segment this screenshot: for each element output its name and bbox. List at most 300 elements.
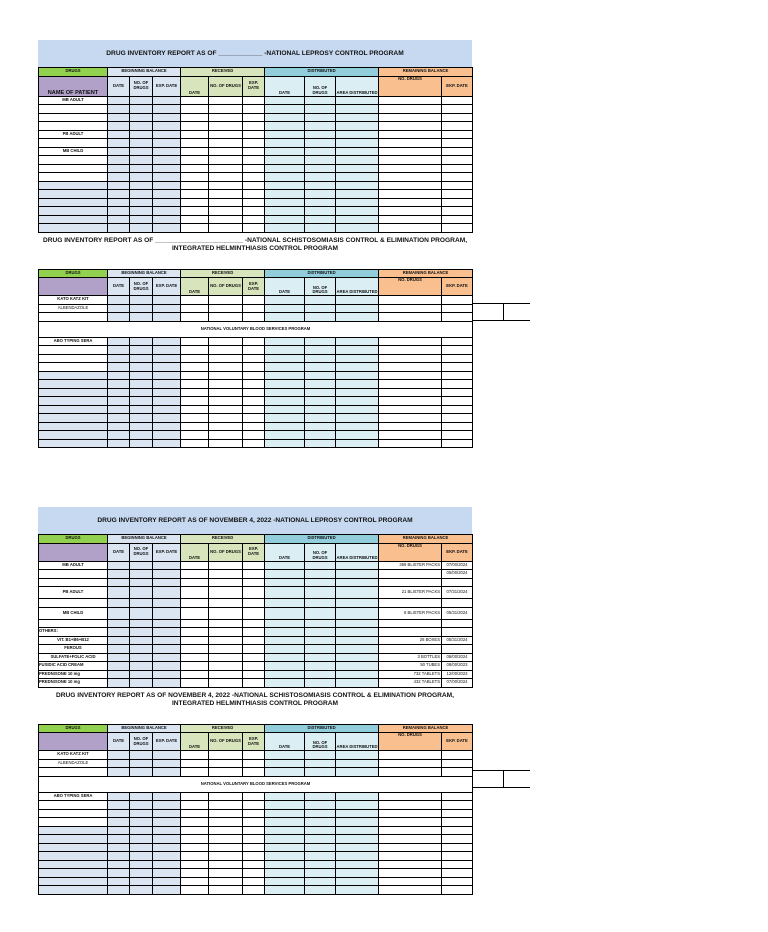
table-row — [39, 751, 473, 760]
table-cell — [130, 354, 153, 363]
date-header: DATE — [181, 76, 209, 96]
table-cell — [209, 751, 243, 760]
table-cell — [108, 886, 130, 895]
drug-name-cell — [39, 105, 108, 114]
table-cell — [265, 439, 305, 448]
table-cell — [243, 561, 265, 570]
table-cell — [336, 768, 379, 777]
table-cell — [209, 122, 243, 131]
table-cell — [243, 397, 265, 406]
table-cell — [108, 826, 130, 835]
table-cell — [153, 759, 181, 768]
date-header: DATE — [108, 278, 130, 296]
table-cell — [181, 122, 209, 131]
table-cell — [442, 645, 473, 654]
table-row — [39, 422, 473, 431]
table-cell — [336, 190, 379, 199]
table-cell — [265, 198, 305, 207]
table-cell — [265, 354, 305, 363]
table-cell — [336, 405, 379, 414]
remaining-exp-date-cell: 08/00/2023 — [442, 662, 473, 671]
table-cell — [130, 843, 153, 852]
no-of-drugs-header: NO. OF DRUGS — [305, 76, 336, 96]
table-row — [39, 224, 473, 233]
drug-name-cell: SULFATE+FOLIC ACID — [39, 653, 108, 662]
table-cell — [243, 578, 265, 587]
date-header: DATE — [181, 278, 209, 296]
table-cell — [379, 818, 442, 827]
no-of-drugs-header: NO. OF DRUGS — [305, 543, 336, 561]
table-cell — [379, 346, 442, 355]
table-cell — [336, 587, 379, 599]
table-cell — [305, 570, 336, 579]
table-cell — [153, 670, 181, 679]
table-row — [39, 122, 473, 131]
table-row — [39, 337, 473, 346]
table-cell — [130, 570, 153, 579]
table-cell — [209, 801, 243, 810]
table-cell — [181, 113, 209, 122]
distributed-header: DISTRIBUTED — [265, 68, 379, 77]
table-cell — [442, 215, 473, 224]
table-cell — [181, 852, 209, 861]
table-cell — [181, 397, 209, 406]
table-cell — [130, 371, 153, 380]
table-cell — [379, 296, 442, 305]
table-cell — [181, 599, 209, 608]
table-cell — [130, 130, 153, 139]
table-cell — [181, 570, 209, 579]
table-cell — [181, 628, 209, 637]
drug-name-cell: ABO TYPING SERA — [39, 337, 108, 346]
distributed-header: DISTRIBUTED — [265, 269, 379, 278]
drug-name-cell — [39, 801, 108, 810]
table-cell — [130, 852, 153, 861]
drug-name-cell — [39, 181, 108, 190]
table-cell — [209, 380, 243, 389]
received-header: RECEIVED — [181, 535, 265, 544]
table-cell — [442, 619, 473, 628]
table-row — [39, 439, 473, 448]
table-cell — [265, 105, 305, 114]
table-row — [39, 628, 473, 637]
table-cell — [209, 405, 243, 414]
leprosy-inventory-table — [38, 534, 473, 688]
table-cell — [130, 826, 153, 835]
table-cell — [336, 826, 379, 835]
table-cell — [442, 147, 473, 156]
table-row — [39, 304, 473, 313]
table-cell — [379, 207, 442, 216]
area-distributed-header: AREA DISTRIBUTED — [336, 733, 379, 751]
table-cell — [265, 304, 305, 313]
table-cell — [181, 130, 209, 139]
table-row — [39, 662, 473, 671]
table-cell — [209, 818, 243, 827]
drug-name-cell: FEROUS — [39, 645, 108, 654]
table-cell — [336, 877, 379, 886]
table-cell — [209, 662, 243, 671]
exp-date-header: EXP. DATE — [153, 733, 181, 751]
table-cell — [209, 346, 243, 355]
table-cell — [442, 173, 473, 182]
table-cell — [108, 578, 130, 587]
table-cell — [153, 190, 181, 199]
table-cell — [336, 122, 379, 131]
table-cell — [130, 380, 153, 389]
table-cell — [209, 363, 243, 372]
table-cell — [130, 96, 153, 105]
table-cell — [336, 679, 379, 688]
table-cell — [379, 570, 442, 579]
blood-program-title: NATIONAL VOLUNTARY BLOOD SERVICES PROGRAM — [39, 776, 473, 792]
table-cell — [153, 397, 181, 406]
table-cell — [379, 371, 442, 380]
exp-date-header: EXP. DATE — [153, 278, 181, 296]
table-cell — [379, 397, 442, 406]
exp-date-header: EXP. DATE — [243, 543, 265, 561]
table-cell — [379, 759, 442, 768]
table-cell — [108, 422, 130, 431]
ekp-date-header: EKP. DATE — [442, 76, 473, 96]
table-row — [39, 156, 473, 165]
table-cell — [442, 122, 473, 131]
table-cell — [130, 431, 153, 440]
schisto-inventory-table — [38, 269, 473, 449]
table-cell — [108, 198, 130, 207]
table-cell — [379, 139, 442, 148]
table-cell — [265, 768, 305, 777]
table-cell — [379, 599, 442, 608]
table-cell — [130, 113, 153, 122]
table-cell — [379, 886, 442, 895]
table-cell — [153, 570, 181, 579]
table-cell — [243, 181, 265, 190]
table-cell — [265, 886, 305, 895]
table-cell — [108, 869, 130, 878]
table-cell — [243, 679, 265, 688]
table-cell — [265, 122, 305, 131]
table-cell — [181, 801, 209, 810]
table-cell — [379, 105, 442, 114]
table-cell — [379, 422, 442, 431]
table-cell — [181, 371, 209, 380]
drug-name-cell — [39, 768, 108, 777]
table-cell — [379, 414, 442, 423]
table-cell — [130, 313, 153, 322]
table-row — [39, 313, 473, 322]
table-cell — [379, 96, 442, 105]
table-cell — [130, 181, 153, 190]
table-cell — [305, 207, 336, 216]
table-cell — [305, 215, 336, 224]
table-cell — [243, 422, 265, 431]
table-cell — [243, 751, 265, 760]
drug-name-cell — [39, 215, 108, 224]
stray-cell — [472, 770, 504, 788]
table-row — [39, 380, 473, 389]
table-cell — [130, 397, 153, 406]
table-cell — [153, 414, 181, 423]
drug-name-cell — [39, 422, 108, 431]
table-cell — [243, 869, 265, 878]
drug-name-cell — [39, 207, 108, 216]
table-cell — [181, 96, 209, 105]
area-distributed-header: AREA DISTRIBUTED — [336, 76, 379, 96]
name-of-patient-header: NAME OF PATIENT — [39, 76, 108, 96]
table-cell — [130, 147, 153, 156]
table-cell — [153, 130, 181, 139]
table-cell — [336, 156, 379, 165]
table-row — [39, 835, 473, 844]
table-cell — [108, 561, 130, 570]
table-cell — [209, 645, 243, 654]
table-cell — [305, 354, 336, 363]
drug-name-cell: MB ADULT — [39, 96, 108, 105]
schisto-body — [39, 296, 473, 448]
drugs-header: DRUGS — [39, 269, 108, 278]
table-cell — [265, 759, 305, 768]
table-cell — [130, 422, 153, 431]
table-cell — [181, 809, 209, 818]
table-cell — [243, 304, 265, 313]
table-cell — [243, 792, 265, 801]
table-cell — [108, 363, 130, 372]
table-cell — [336, 852, 379, 861]
table-cell — [265, 619, 305, 628]
table-cell — [243, 570, 265, 579]
table-cell — [181, 173, 209, 182]
table-cell — [243, 164, 265, 173]
table-cell — [442, 628, 473, 637]
table-cell — [442, 869, 473, 878]
date-header: DATE — [265, 278, 305, 296]
remaining-exp-date-cell: 07/31/2024 — [442, 587, 473, 599]
table-cell — [209, 869, 243, 878]
table-cell — [209, 835, 243, 844]
table-cell — [305, 877, 336, 886]
table-cell — [153, 147, 181, 156]
table-cell — [153, 113, 181, 122]
table-row — [39, 105, 473, 114]
table-cell — [130, 337, 153, 346]
no-of-drugs-header: NO. OF DRUGS — [130, 543, 153, 561]
table-cell — [265, 296, 305, 305]
drug-name-cell — [39, 164, 108, 173]
drug-name-cell — [39, 397, 108, 406]
table-cell — [108, 431, 130, 440]
table-cell — [305, 578, 336, 587]
table-cell — [305, 679, 336, 688]
area-distributed-header: AREA DISTRIBUTED — [336, 278, 379, 296]
table-cell — [265, 337, 305, 346]
table-cell — [336, 198, 379, 207]
drug-name-cell — [39, 431, 108, 440]
table-cell — [153, 224, 181, 233]
table-cell — [336, 397, 379, 406]
table-row — [39, 670, 473, 679]
table-row — [39, 173, 473, 182]
table-cell — [243, 431, 265, 440]
table-cell — [209, 843, 243, 852]
table-cell — [130, 139, 153, 148]
table-cell — [379, 113, 442, 122]
table-cell — [108, 346, 130, 355]
table-cell — [108, 768, 130, 777]
table-cell — [442, 439, 473, 448]
table-cell — [305, 164, 336, 173]
drug-name-cell — [39, 313, 108, 322]
table-cell — [108, 354, 130, 363]
table-cell — [181, 198, 209, 207]
table-cell — [108, 860, 130, 869]
table-row — [39, 113, 473, 122]
table-cell — [153, 636, 181, 645]
table-cell — [379, 190, 442, 199]
schisto-report-title-line2: INTEGRATED HELMINTHIASIS CONTROL PROGRAM — [171, 244, 339, 252]
remaining-exp-date-cell: 05/31/2024 — [442, 607, 473, 619]
table-cell — [153, 561, 181, 570]
drug-name-cell: MB CHILD — [39, 607, 108, 619]
table-cell — [108, 414, 130, 423]
beginning-balance-header: BEGINNING BALANCE — [108, 269, 181, 278]
remaining-exp-date-cell: 05/31/2024 — [442, 636, 473, 645]
drug-name-cell — [39, 869, 108, 878]
table-cell — [243, 173, 265, 182]
table-cell — [442, 371, 473, 380]
leprosy-report-title: DRUG INVENTORY REPORT AS OF ____________ -NATIONAL LEPROSY CONTROL PROGRAM — [38, 40, 472, 67]
table-cell — [130, 818, 153, 827]
table-cell — [305, 843, 336, 852]
remaining-balance-header: REMAINING BALANCE — [379, 724, 473, 733]
table-cell — [181, 207, 209, 216]
table-cell — [265, 224, 305, 233]
table-cell — [442, 388, 473, 397]
table-cell — [336, 354, 379, 363]
table-cell — [305, 190, 336, 199]
table-cell — [379, 380, 442, 389]
drug-name-cell: OTHERS: — [39, 628, 108, 637]
table-cell — [379, 809, 442, 818]
table-row — [39, 190, 473, 199]
table-cell — [243, 619, 265, 628]
table-cell — [442, 801, 473, 810]
remaining-exp-date-cell: 12/00/2023 — [442, 670, 473, 679]
table-cell — [336, 388, 379, 397]
table-cell — [108, 599, 130, 608]
table-cell — [379, 645, 442, 654]
program-row — [39, 321, 473, 337]
table-cell — [108, 818, 130, 827]
drug-name-cell: PB ADULT — [39, 130, 108, 139]
table-row — [39, 759, 473, 768]
drug-name-cell — [39, 380, 108, 389]
table-cell — [130, 653, 153, 662]
date-header: DATE — [108, 543, 130, 561]
table-cell — [153, 405, 181, 414]
drug-name-cell — [39, 354, 108, 363]
table-cell — [336, 619, 379, 628]
drug-name-cell: KATO KATZ KIT — [39, 751, 108, 760]
table-cell — [181, 354, 209, 363]
table-cell — [209, 147, 243, 156]
table-cell — [442, 397, 473, 406]
table-cell — [153, 645, 181, 654]
table-cell — [379, 860, 442, 869]
table-cell — [209, 886, 243, 895]
table-cell — [442, 751, 473, 760]
table-cell — [379, 835, 442, 844]
table-cell — [243, 207, 265, 216]
table-cell — [181, 768, 209, 777]
distributed-header: DISTRIBUTED — [265, 724, 379, 733]
table-cell — [336, 363, 379, 372]
table-cell — [442, 809, 473, 818]
table-cell — [108, 164, 130, 173]
date-header: DATE — [265, 76, 305, 96]
table-cell — [265, 587, 305, 599]
table-cell — [153, 768, 181, 777]
table-cell — [442, 105, 473, 114]
table-cell — [181, 363, 209, 372]
schisto-report-title-line1: DRUG INVENTORY REPORT AS OF NOVEMBER 4, 2022 -NATIONAL SCHISTOSOMIASIS CONTROL & ELIMINATION PROGRAM, — [56, 691, 454, 699]
drug-name-cell — [39, 835, 108, 844]
table-cell — [305, 852, 336, 861]
table-cell — [108, 653, 130, 662]
beginning-balance-header: BEGINNING BALANCE — [108, 68, 181, 77]
table-row — [39, 181, 473, 190]
table-cell — [265, 380, 305, 389]
table-cell — [153, 662, 181, 671]
table-cell — [265, 670, 305, 679]
table-cell — [336, 607, 379, 619]
table-cell — [153, 207, 181, 216]
table-cell — [243, 139, 265, 148]
table-cell — [130, 190, 153, 199]
table-cell — [153, 578, 181, 587]
table-cell — [181, 645, 209, 654]
table-cell — [153, 843, 181, 852]
table-cell — [209, 636, 243, 645]
schisto-report-title-line1: DRUG INVENTORY REPORT AS OF ________________________ -NATIONAL SCHISTOSOMIASIS CONTROL & ELIMINATION PROGRAM, — [42, 236, 468, 244]
table-cell — [153, 801, 181, 810]
table-cell — [305, 346, 336, 355]
table-cell — [130, 619, 153, 628]
table-cell — [153, 860, 181, 869]
table-cell — [336, 835, 379, 844]
table-cell — [181, 147, 209, 156]
table-cell — [108, 304, 130, 313]
table-cell — [108, 313, 130, 322]
table-cell — [108, 139, 130, 148]
table-cell — [265, 181, 305, 190]
table-cell — [265, 422, 305, 431]
table-cell — [130, 105, 153, 114]
table-cell — [243, 380, 265, 389]
table-cell — [305, 662, 336, 671]
table-cell — [181, 380, 209, 389]
table-cell — [336, 313, 379, 322]
table-cell — [153, 886, 181, 895]
table-cell — [336, 207, 379, 216]
table-cell — [243, 190, 265, 199]
table-cell — [379, 619, 442, 628]
table-cell — [243, 607, 265, 619]
table-cell — [209, 139, 243, 148]
table-cell — [209, 653, 243, 662]
table-cell — [442, 422, 473, 431]
table-cell — [442, 852, 473, 861]
